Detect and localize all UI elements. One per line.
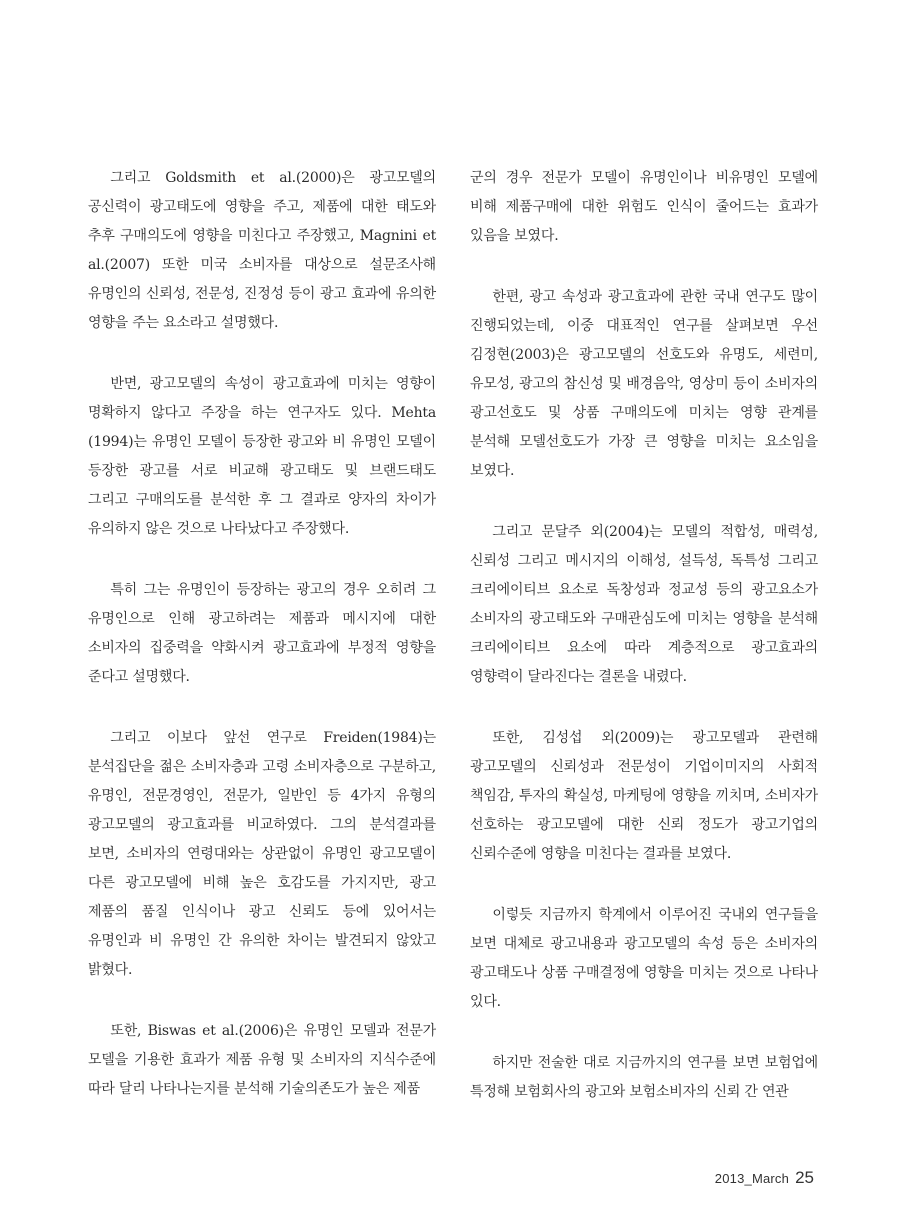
paragraph: 또한, 김성섭 외(2009)는 광고모델과 관련해 광고모델의 신뢰성과 전문성이 기업이미지의 사회적 책임감, 투자의 확실성, 마케팅에 영향을 끼치며, 소비자가 선호하는 광고모델에 대한 신뢰 정도가 광고기업의 신뢰수준에 영향을 미친다는 결과를 보였다. <box>470 730 818 862</box>
issue-label: 2013_March <box>714 1171 790 1186</box>
paragraph: 한편, 광고 속성과 광고효과에 관한 국내 연구도 많이 진행되었는데, 이중 대표적인 연구를 살펴보면 우선 김정현(2003)은 광고모델의 선호도와 유명도, 세련미, 유모성, 광고의 참신성 및 배경음악, 영상미 등이 소비자의 광고선호도 및 상품 구매의도에 미치는 영향 관계를 분석해 모델선호도가 가장 큰 영향을 미치는 요소임을 보였다. <box>470 289 818 479</box>
paragraph: 그리고 Goldsmith et al.(2000)은 광고모델의 공신력이 광고태도에 영향을 주고, 제품에 대한 태도와 추후 구매의도에 영향을 미친다고 주장했고, Magnini et al.(2007) 또한 미국 소비자를 대상으로 설문조사해 유명인의 신뢰성, 전문성, 진정성 등이 광고 효과에 유의한 영향을 주는 요소라고 설명했다. <box>88 170 436 331</box>
right-column <box>470 164 818 1139</box>
paragraph: 특히 그는 유명인이 등장하는 광고의 경우 오히려 그 유명인으로 인해 광고하려는 제품과 메시지에 대한 소비자의 집중력을 약화시켜 광고효과에 부정적 영향을 준다고 설명했다. <box>88 582 436 685</box>
paragraph: 그리고 이보다 앞선 연구로 Freiden(1984)는 분석집단을 젊은 소비자층과 고령 소비자층으로 구분하고, 유명인, 전문경영인, 전문가, 일반인 등 4가지 유형의 광고모델의 광고효과를 비교하였다. 그의 분석결과를 보면, 소비자의 연령대와는 상관없이 유명인 광고모델이 다른 광고모델에 비해 높은 호감도를 가지지만, 광고 제품의 품질 인식이나 광고 신뢰도 등에 있어서는 유명인과 비 유명인 간 유의한 차이는 발견되지 않았고 밝혔다. <box>88 730 436 978</box>
page-footer <box>715 1168 814 1188</box>
left-column <box>88 164 436 1136</box>
paragraph: 반면, 광고모델의 속성이 광고효과에 미치는 영향이 명확하지 않다고 주장을 하는 연구자도 있다. Mehta (1994)는 유명인 모델이 등장한 광고와 비 유명인 모델이 등장한 광고를 서로 비교해 광고태도 및 브랜드태도 그리고 구매의도를 분석한 후 그 결과로 양자의 차이가 유의하지 않은 것으로 나타났다고 주장했다. <box>88 376 436 537</box>
paragraph: 이렇듯 지금까지 학계에서 이루어진 국내외 연구들을 보면 대체로 광고내용과 광고모델의 속성 등은 소비자의 광고태도나 상품 구매결정에 영향을 미치는 것으로 나타나 있다. <box>470 907 818 1010</box>
paragraph: 하지만 전술한 대로 지금까지의 연구를 보면 보험업에 특정해 보험회사의 광고와 보험소비자의 신뢰 간 연관 <box>470 1055 818 1100</box>
paragraph: 그리고 문달주 외(2004)는 모델의 적합성, 매력성, 신뢰성 그리고 메시지의 이해성, 설득성, 독특성 그리고 크리에이티브 요소로 독창성과 정교성 등의 광고요소가 소비자의 광고태도와 구매관심도에 미치는 영향을 분석해 크리에이티브 요소에 따라 계층적으로 광고효과의 영향력이 달라진다는 결론을 내렸다. <box>470 524 818 685</box>
paragraph-continuation: 군의 경우 전문가 모델이 유명인이나 비유명인 모델에 비해 제품구매에 대한 위험도 인식이 줄어드는 효과가 있음을 보였다. <box>470 170 818 244</box>
paragraph: 또한, Biswas et al.(2006)은 유명인 모델과 전문가 모델을 기용한 효과가 제품 유형 및 소비자의 지식수준에 따라 달리 나타나는지를 분석해 기술의존도가 높은 제품 <box>88 1023 436 1097</box>
page-number: 25 <box>795 1168 814 1187</box>
